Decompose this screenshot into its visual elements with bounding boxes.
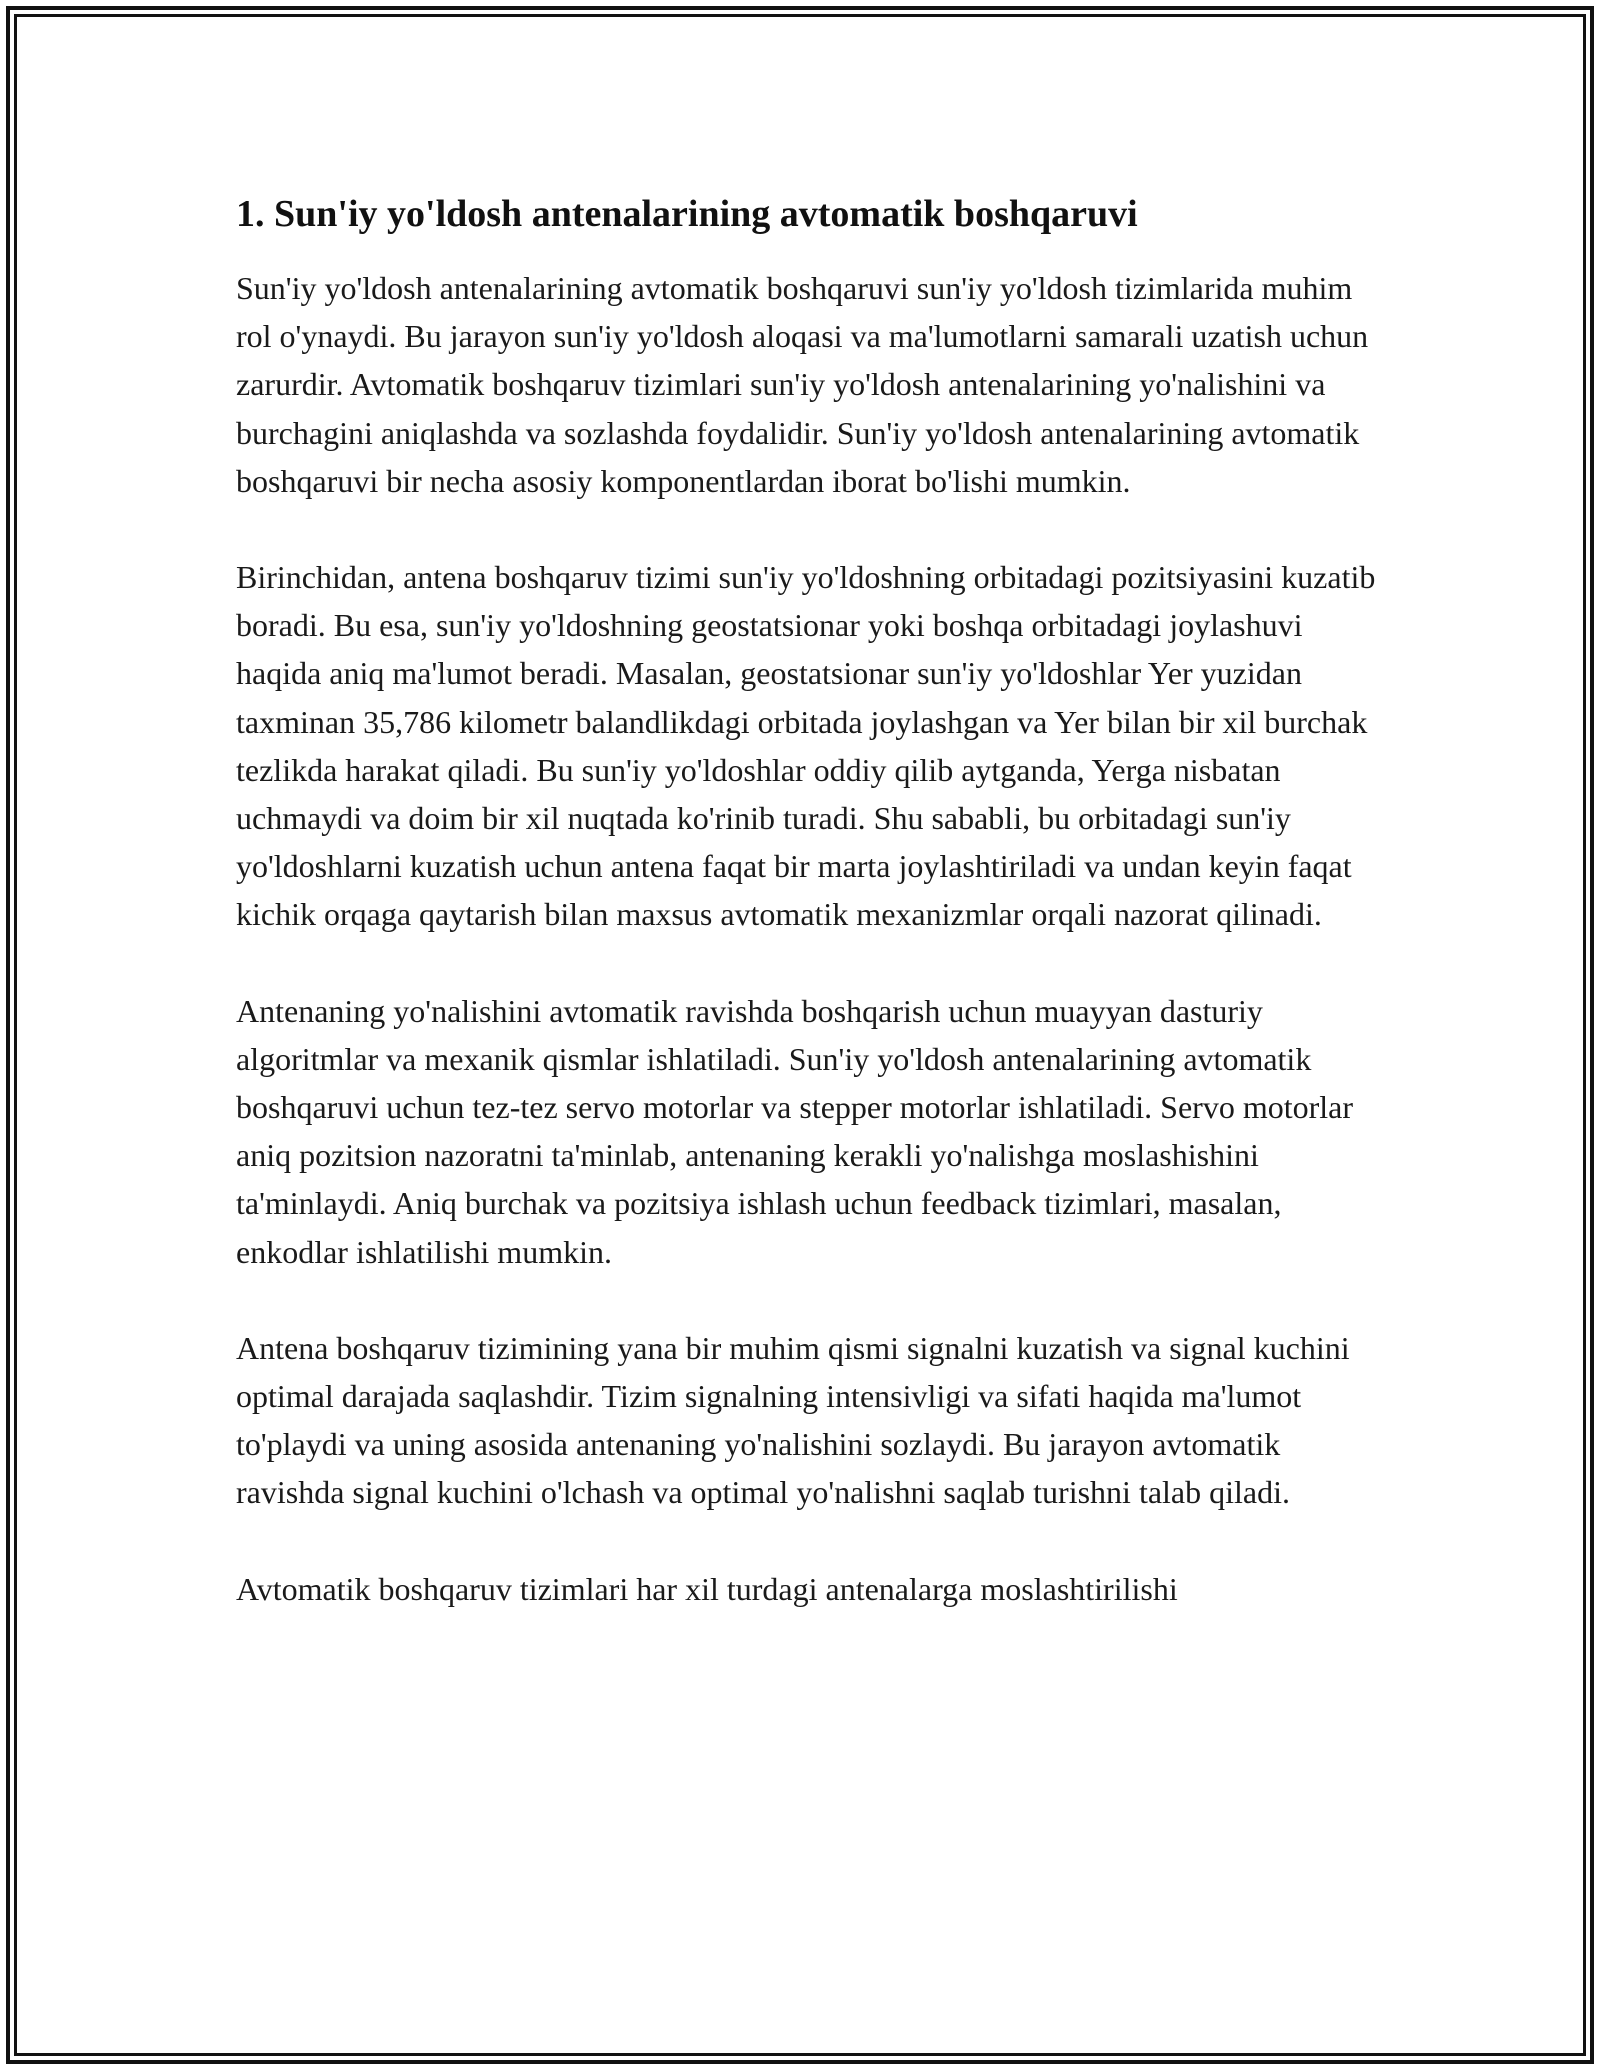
paragraph-adaptation: Avtomatik boshqaruv tizimlari har xil turdagi antenalarga moslashtirilishi [236,1570,1178,1607]
section-heading: 1. Sun'iy yo'ldosh antenalarining avtomatik boshqaruvi [236,193,1138,235]
document-body [236,186,1376,1661]
paragraph-signal: Antena boshqaruv tizimining yana bir muhim qismi signalni kuzatish va signal kuchini optimal darajada saqlashdir. Tizim signalning intensivligi va sifati haqida ma'lumot to'playdi va uning asosida antenaning yo'nalishini sozlaydi. Bu jarayon avtomatik ravishda signal kuchini o'lchash va optimal yo'nalishni saqlab turishni talab qiladi. [236,1329,1350,1511]
paragraph-orbit-tracking: Birinchidan, antena boshqaruv tizimi sun'iy yo'ldoshning orbitadagi pozitsiyasini kuzatib boradi. Bu esa, sun'iy yo'ldoshning geostatsionar yoki boshqa orbitadagi joylashuvi haqida aniq ma'lumot beradi. Masalan, geostatsionar sun'iy yo'ldoshlar Yer yuzidan taxminan 35,786 kilometr balandlikdagi orbitada joylashgan va Yer bilan bir xil burchak tezlikda harakat qiladi. Bu sun'iy yo'ldoshlar oddiy qilib aytganda, Yerga nisbatan uchmaydi va doim bir xil nuqtada ko'rinib turadi. Shu sababli, bu orbitadagi sun'iy yo'ldoshlarni kuzatish uchun antena faqat bir marta joylashtiriladi va undan keyin faqat kichik orqaga qaytarish bilan maxsus avtomatik mexanizmlar orqali nazorat qilinadi. [236,559,1376,933]
paragraph-intro: Sun'iy yo'ldosh antenalarining avtomatik boshqaruvi sun'iy yo'ldosh tizimlarida muhim rol o'ynaydi. Bu jarayon sun'iy yo'ldosh aloqasi va ma'lumotlarni samarali uzatish uchun zarurdir. Avtomatik boshqaruv tizimlari sun'iy yo'ldosh antenalarining yo'nalishini va burchagini aniqlashda va sozlashda foydalidir. Sun'iy yo'ldosh antenalarining avtomatik boshqaruvi bir necha asosiy komponentlardan iborat bo'lishi mumkin. [236,270,1369,499]
paragraph-motors: Antenaning yo'nalishini avtomatik ravishda boshqarish uchun muayyan dasturiy algoritmlar va mexanik qismlar ishlatiladi. Sun'iy yo'ldosh antenalarining avtomatik boshqaruvi uchun tez-tez servo motorlar va stepper motorlar ishlatiladi. Servo motorlar aniq pozitsion nazoratni ta'minlab, antenaning kerakli yo'nalishga moslashishini ta'minlaydi. Aniq burchak va pozitsiya ishlash uchun feedback tizimlari, masalan, enkodlar ishlatilishi mumkin. [236,992,1353,1270]
